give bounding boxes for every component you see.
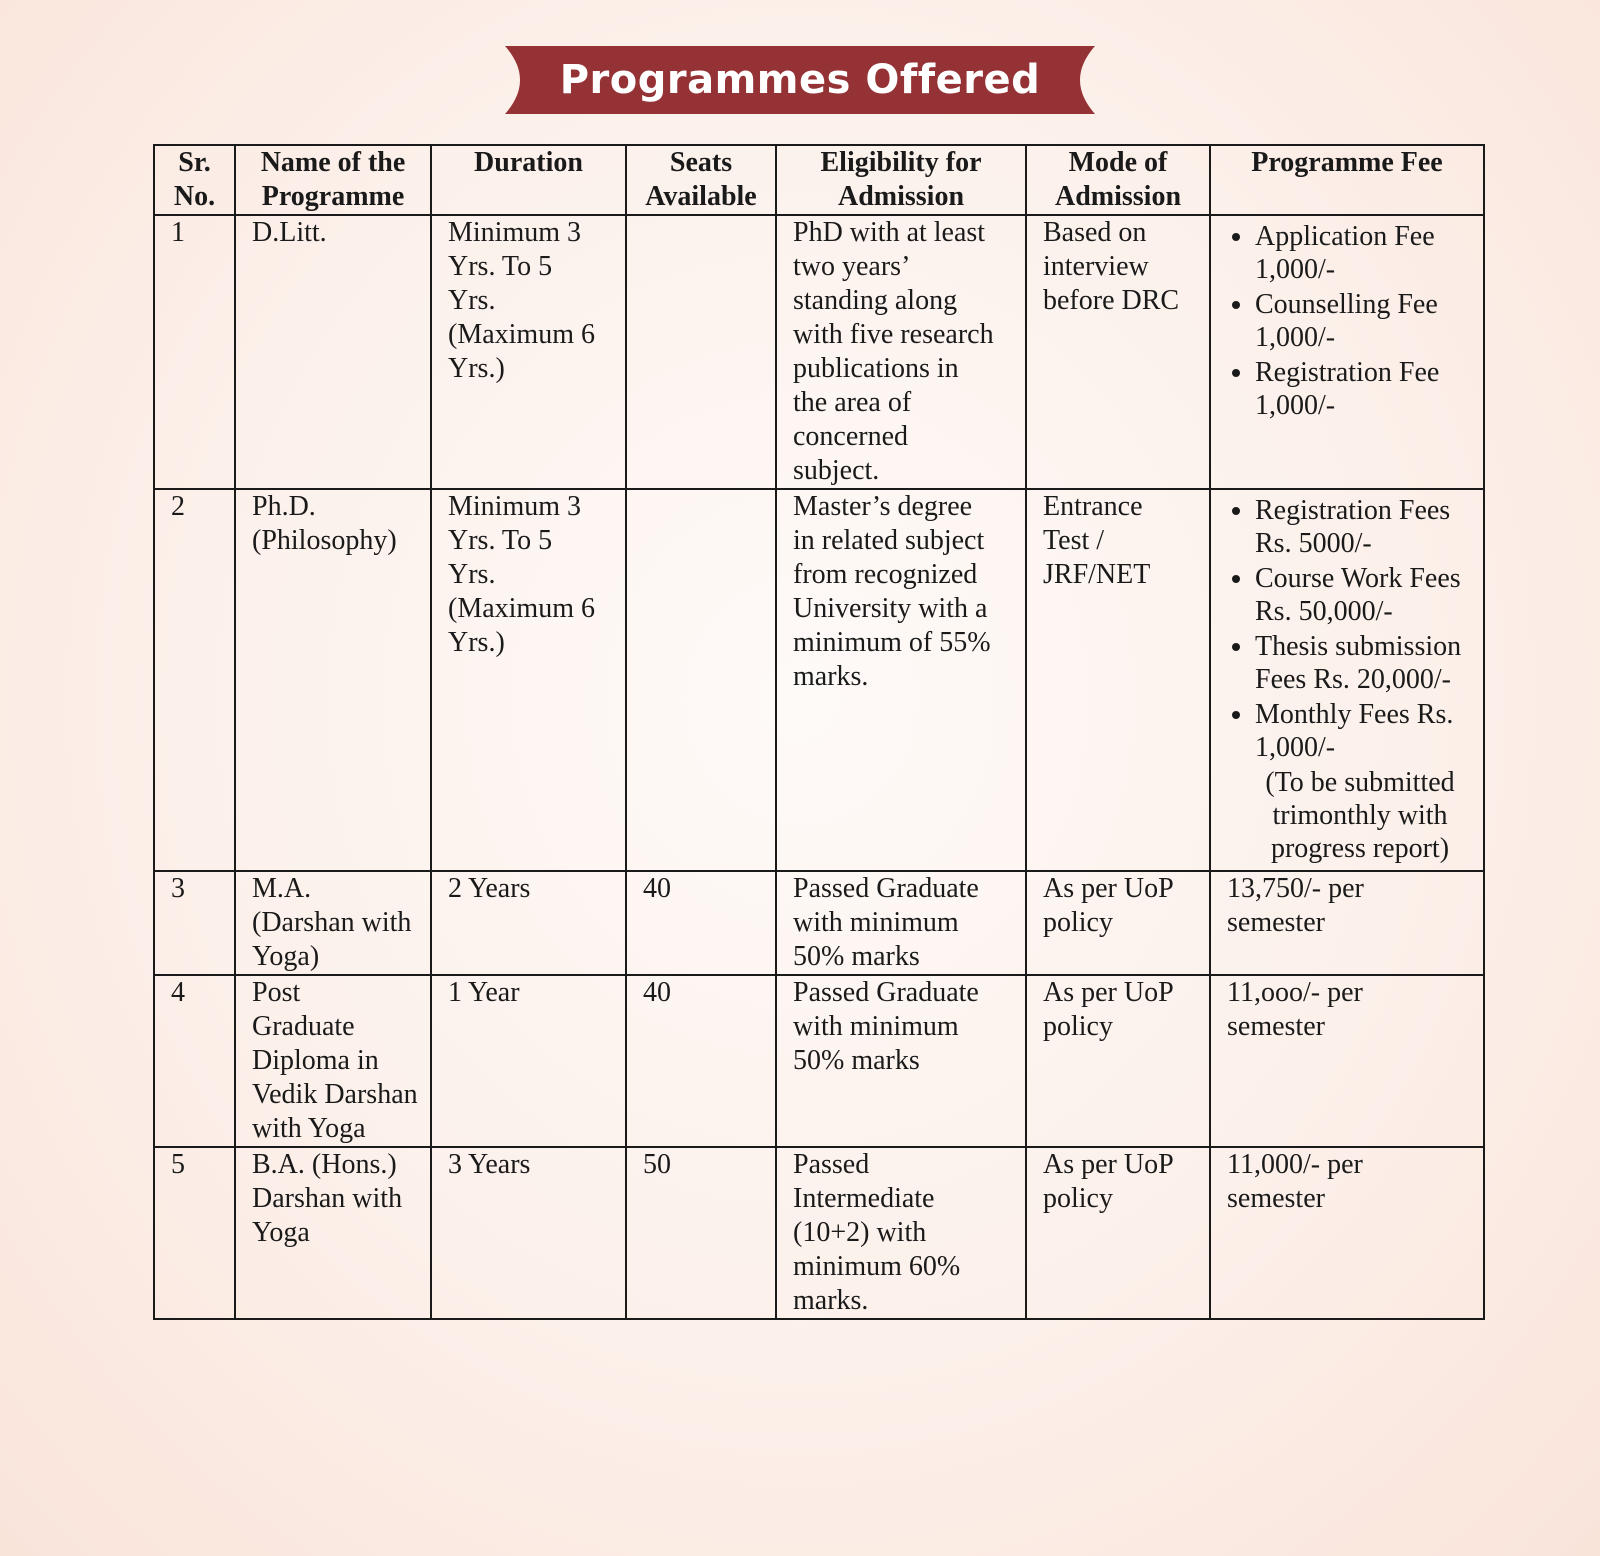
duration-cell: Minimum 3 Yrs. To 5 Yrs. (Maximum 6 Yrs.) [431, 489, 626, 871]
mode-cell: As per UoP policy [1026, 975, 1210, 1147]
mode-cell: As per UoP policy [1026, 871, 1210, 975]
sr-no-cell: 5 [154, 1147, 235, 1319]
fee-cell: 11,000/- per semester [1210, 1147, 1484, 1319]
duration-cell: 2 Years [431, 871, 626, 975]
fee-note: (To be submitted trimonthly with progress report) [1265, 767, 1455, 864]
seats-cell: 50 [626, 1147, 776, 1319]
duration-cell: 3 Years [431, 1147, 626, 1319]
header-programme-name: Name of the Programme [235, 145, 431, 215]
sr-no-cell: 2 [154, 489, 235, 871]
fee-list-item: • Registration Fees Rs. 5000/- [1255, 494, 1473, 560]
sr-no-cell: 3 [154, 871, 235, 975]
programme-name-cell: Post Graduate Diploma in Vedik Darshan with Yoga [235, 975, 431, 1147]
programme-name-cell: D.Litt. [235, 215, 431, 489]
header-programme-fee: Programme Fee [1210, 145, 1484, 215]
fee-cell: 13,750/- per semester [1210, 871, 1484, 975]
table-row [154, 1147, 1484, 1319]
seats-cell: 40 [626, 975, 776, 1147]
fee-list-item: • Course Work Fees Rs. 50,000/- [1255, 562, 1473, 628]
fee-list [1227, 494, 1473, 764]
fee-cell: 11,ooo/- per semester [1210, 975, 1484, 1147]
fee-list [1227, 220, 1473, 422]
fee-list-item: • Thesis submission Fees Rs. 20,000/- [1255, 630, 1473, 696]
eligibility-cell: Passed Intermediate (10+2) with minimum 60% marks. [776, 1147, 1026, 1319]
table-row [154, 489, 1484, 871]
table-row [154, 975, 1484, 1147]
header-mode-of-admission: Mode of Admission [1026, 145, 1210, 215]
mode-cell: As per UoP policy [1026, 1147, 1210, 1319]
programme-name-cell: B.A. (Hons.) Darshan with Yoga [235, 1147, 431, 1319]
page-title: Programmes Offered [559, 57, 1041, 103]
eligibility-cell: Passed Graduate with minimum 50% marks [776, 871, 1026, 975]
fee-list-item: • Registration Fee 1,000/- [1255, 356, 1473, 422]
programme-name-cell: M.A. (Darshan with Yoga) [235, 871, 431, 975]
duration-cell: Minimum 3 Yrs. To 5 Yrs. (Maximum 6 Yrs.) [431, 215, 626, 489]
sr-no-cell: 1 [154, 215, 235, 489]
fee-list-item: • Monthly Fees Rs. 1,000/- [1255, 698, 1473, 764]
fee-list-item: • Counselling Fee 1,000/- [1255, 288, 1473, 354]
table-header-row [154, 145, 1484, 215]
header-sr-no: Sr. No. [154, 145, 235, 215]
seats-cell: 40 [626, 871, 776, 975]
title-banner [505, 46, 1095, 114]
mode-cell: Entrance Test / JRF/NET [1026, 489, 1210, 871]
mode-cell: Based on interview before DRC [1026, 215, 1210, 489]
table-row [154, 215, 1484, 489]
fee-cell [1210, 215, 1484, 489]
fee-cell [1210, 489, 1484, 871]
seats-cell [626, 215, 776, 489]
eligibility-cell: PhD with at least two years’ standing along with five research publications in the area of concerned subject. [776, 215, 1026, 489]
fee-list-item: • Application Fee 1,000/- [1255, 220, 1473, 286]
header-eligibility: Eligibility for Admission [776, 145, 1026, 215]
duration-cell: 1 Year [431, 975, 626, 1147]
eligibility-cell: Passed Graduate with minimum 50% marks [776, 975, 1026, 1147]
header-duration: Duration [431, 145, 626, 215]
sr-no-cell: 4 [154, 975, 235, 1147]
table-row [154, 871, 1484, 975]
programmes-table [153, 144, 1485, 1320]
header-seats-available: Seats Available [626, 145, 776, 215]
seats-cell [626, 489, 776, 871]
programme-name-cell: Ph.D. (Philosophy) [235, 489, 431, 871]
eligibility-cell: Master’s degree in related subject from recognized University with a minimum of 55% marks. [776, 489, 1026, 871]
